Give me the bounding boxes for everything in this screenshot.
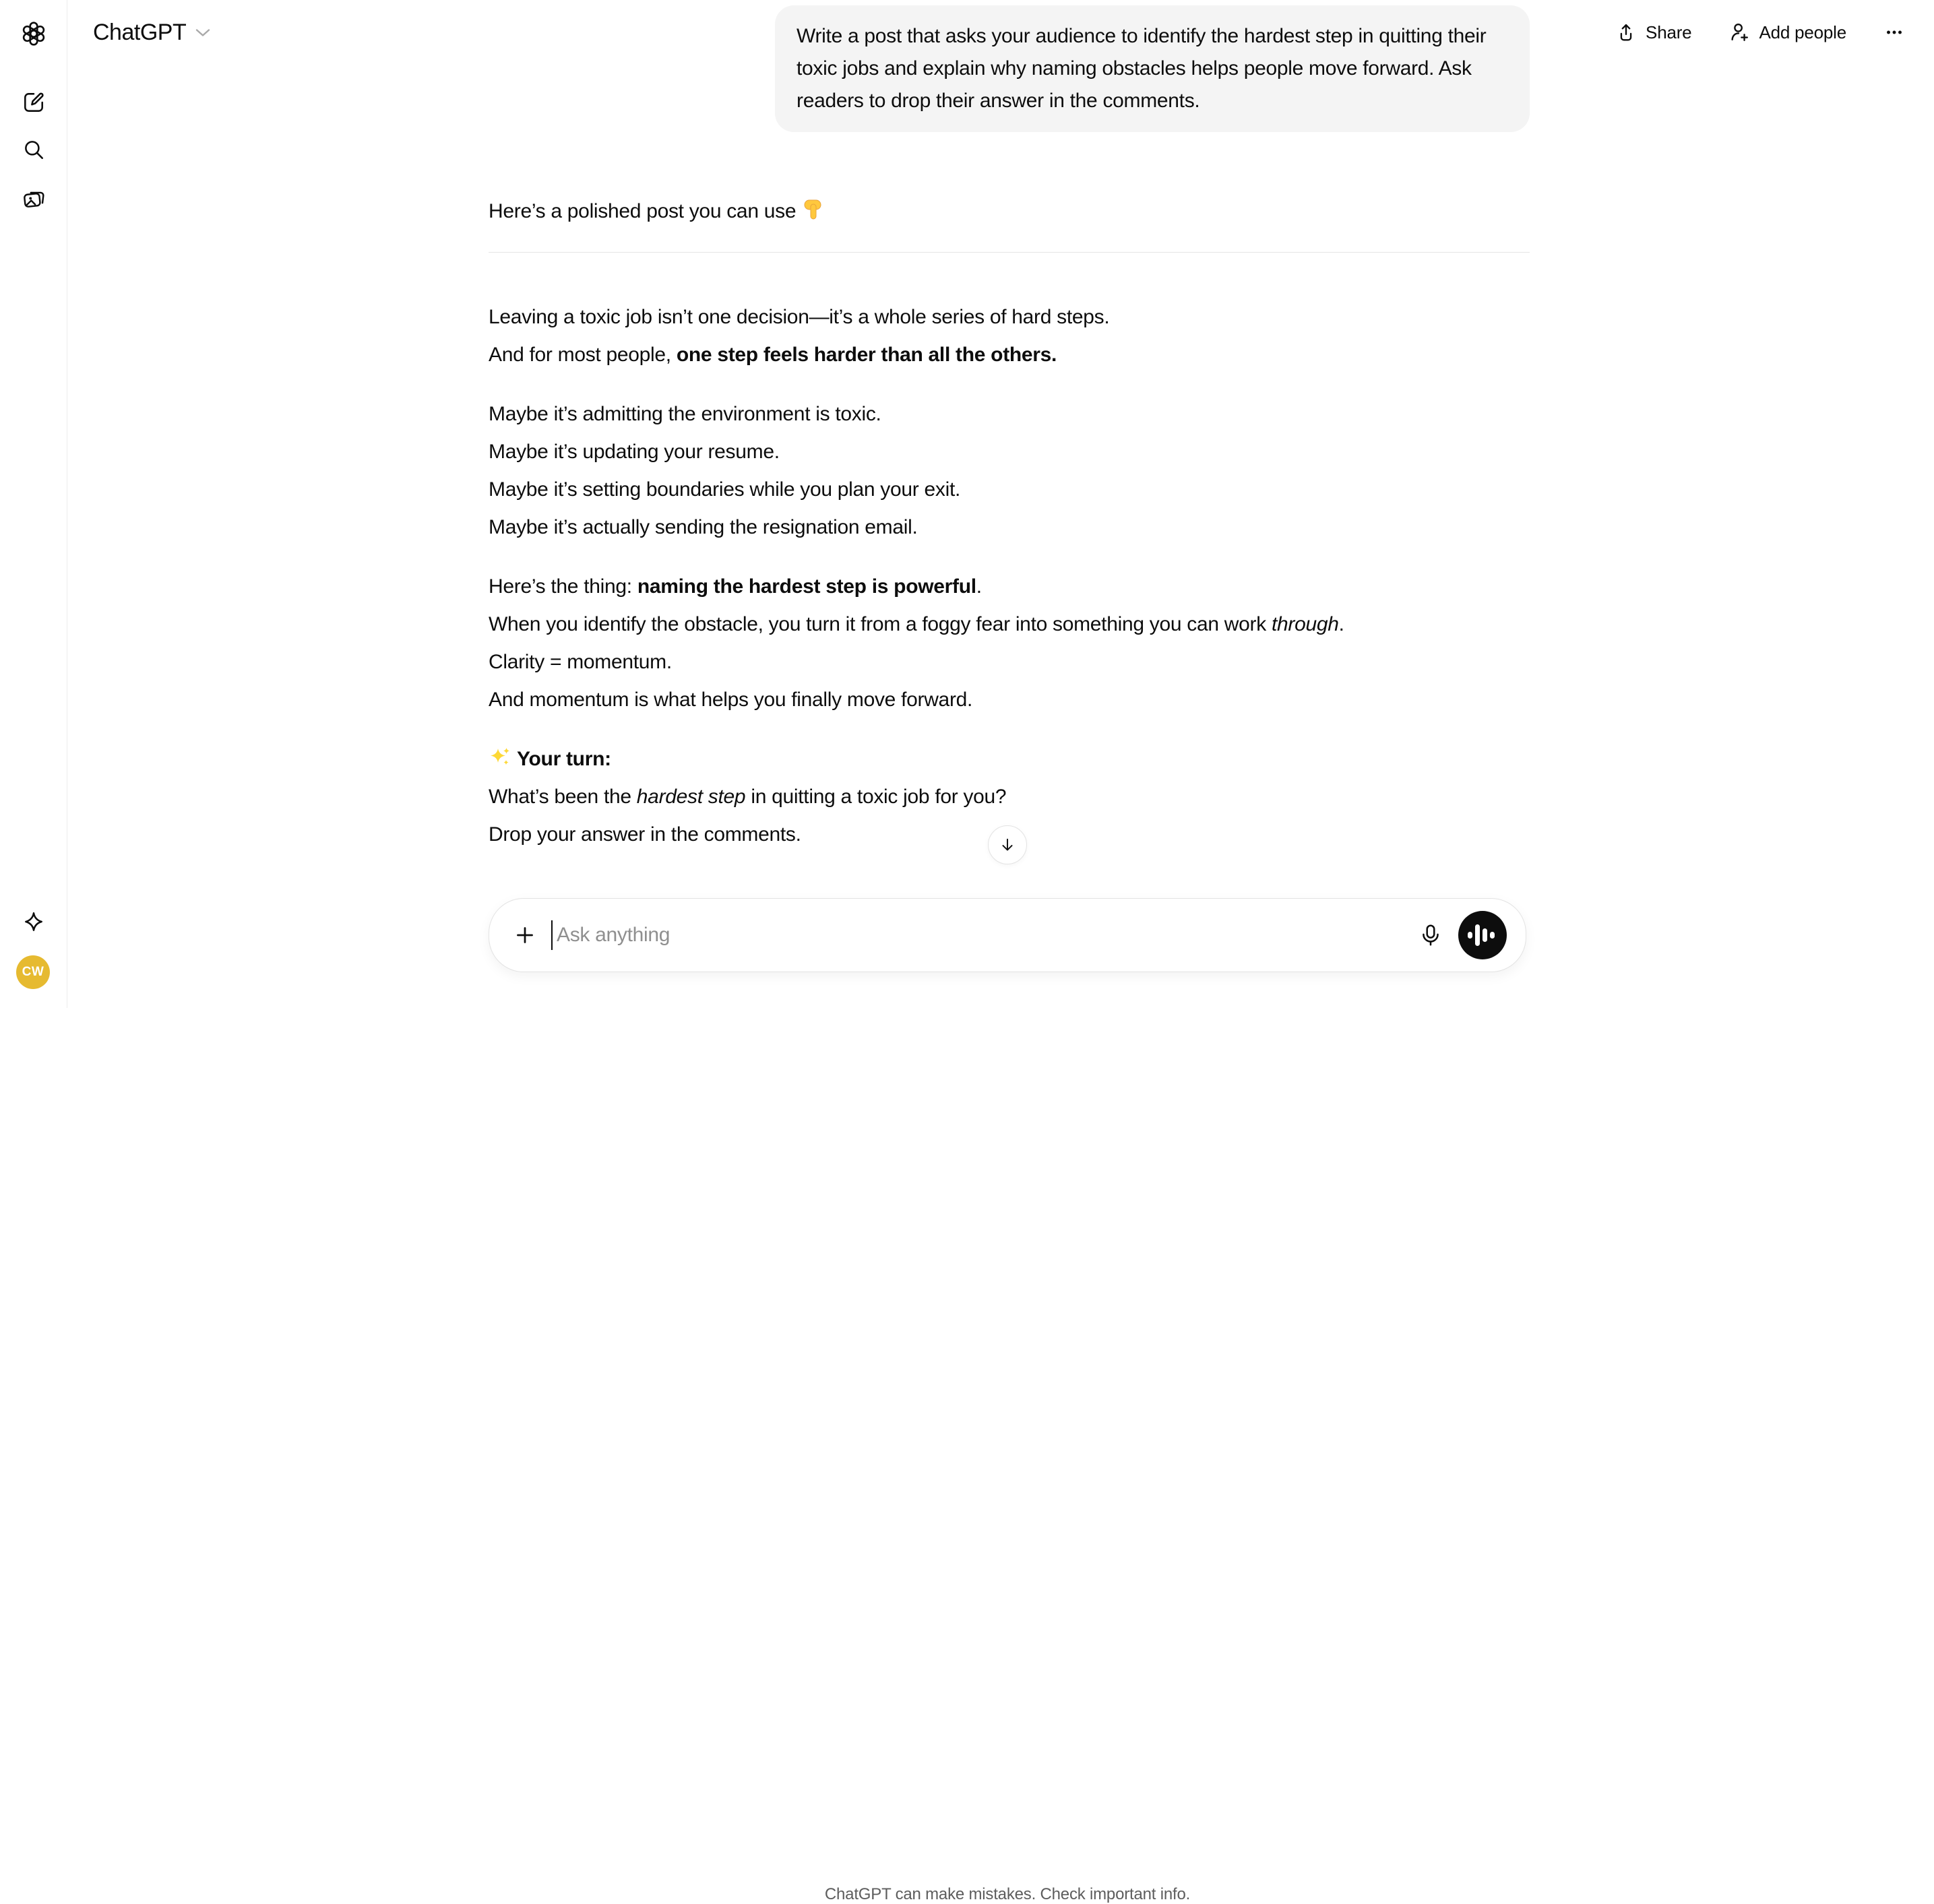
openai-logo-button[interactable] <box>19 19 49 49</box>
arrow-down-icon <box>994 831 1021 858</box>
input-placeholder: Ask anything <box>557 924 670 947</box>
new-chat-button[interactable] <box>19 88 49 117</box>
upgrade-button[interactable] <box>19 907 49 937</box>
plus-icon <box>512 922 538 948</box>
new-chat-icon <box>22 90 46 115</box>
user-message-text: Write a post that asks your audience to identify the hardest step in quitting their toxic jobs and explain why naming obstacles helps people move forward. Ask readers to drop their answer in the comments. <box>797 25 1486 112</box>
conversation-area <box>67 0 1934 1008</box>
model-switcher[interactable] <box>85 15 218 50</box>
chevron-down-icon <box>195 28 210 37</box>
text-segment: . <box>1339 613 1344 635</box>
text-segment: And momentum is what helps you finally move forward. <box>489 689 972 711</box>
text-caret <box>551 920 553 950</box>
text-segment: through <box>1272 613 1339 635</box>
assistant-paragraph <box>489 568 1530 719</box>
text-segment: . <box>976 575 982 598</box>
conversation <box>489 0 1530 875</box>
text-segment: one step feels harder than all the others. <box>677 344 1057 366</box>
sparkles-emoji <box>489 746 511 769</box>
composer[interactable] <box>489 898 1526 972</box>
text-segment: Maybe it’s admitting the environment is toxic. <box>489 403 881 425</box>
search-button[interactable] <box>19 135 49 164</box>
text-segment: Maybe it’s setting boundaries while you plan your exit. <box>489 478 960 501</box>
app-title: ChatGPT <box>93 20 186 46</box>
upload-share-icon <box>1615 21 1637 44</box>
text-segment: Clarity = momentum. <box>489 651 672 673</box>
sparkle-icon <box>22 910 46 934</box>
text-segment: Drop your answer in the comments. <box>489 823 801 846</box>
text-segment: Your turn: <box>517 748 611 770</box>
attach-button[interactable] <box>509 920 540 951</box>
text-segment <box>511 748 517 770</box>
text-segment: naming the hardest step is powerful <box>637 575 976 598</box>
assistant-paragraph <box>489 395 1530 546</box>
text-segment: Maybe it’s actually sending the resignation email. <box>489 516 917 538</box>
share-button[interactable] <box>1605 14 1701 51</box>
share-label: Share <box>1646 22 1691 43</box>
text-segment: And for most people, <box>489 344 677 366</box>
library-icon <box>22 187 46 212</box>
header-actions <box>1605 11 1915 54</box>
scroll-to-bottom-button[interactable] <box>988 825 1027 864</box>
person-add-icon <box>1728 21 1751 44</box>
user-message-bubble <box>775 5 1530 132</box>
ellipsis-icon <box>1883 21 1906 44</box>
point-down-emoji <box>801 198 824 221</box>
text-segment: Maybe it’s updating your resume. <box>489 441 780 463</box>
add-people-label: Add people <box>1759 22 1846 43</box>
more-options-button[interactable] <box>1873 14 1915 51</box>
text-segment: When you identify the obstacle, you turn it from a foggy fear into something you can work <box>489 613 1272 635</box>
assistant-paragraph <box>489 193 1530 230</box>
voice-waveform-icon <box>1458 911 1507 959</box>
message-input[interactable] <box>551 920 1415 950</box>
microphone-icon <box>1418 922 1443 948</box>
assistant-message <box>489 193 1530 875</box>
library-button[interactable] <box>19 185 49 214</box>
dictate-button[interactable] <box>1415 920 1446 951</box>
text-segment: Leaving a toxic job isn’t one decision—it’s a whole series of hard steps. <box>489 306 1109 328</box>
text-segment: in quitting a toxic job for you? <box>745 786 1006 808</box>
sidebar-rail <box>0 0 67 1008</box>
openai-logo <box>21 21 46 46</box>
add-people-button[interactable] <box>1718 14 1856 51</box>
composer-section <box>67 895 1934 1008</box>
disclaimer: ChatGPT can make mistakes. Check important info. <box>489 1885 1526 1904</box>
text-segment: Here’s a polished post you can use <box>489 200 801 222</box>
account-avatar[interactable] <box>16 955 50 989</box>
avatar-initials: CW <box>22 965 44 980</box>
divider <box>489 252 1530 253</box>
voice-mode-button[interactable] <box>1458 911 1507 959</box>
text-segment: Here’s the thing: <box>489 575 637 598</box>
assistant-paragraph <box>489 298 1530 374</box>
text-segment: hardest step <box>637 786 746 808</box>
text-segment: What’s been the <box>489 786 637 808</box>
search-icon <box>22 137 46 162</box>
